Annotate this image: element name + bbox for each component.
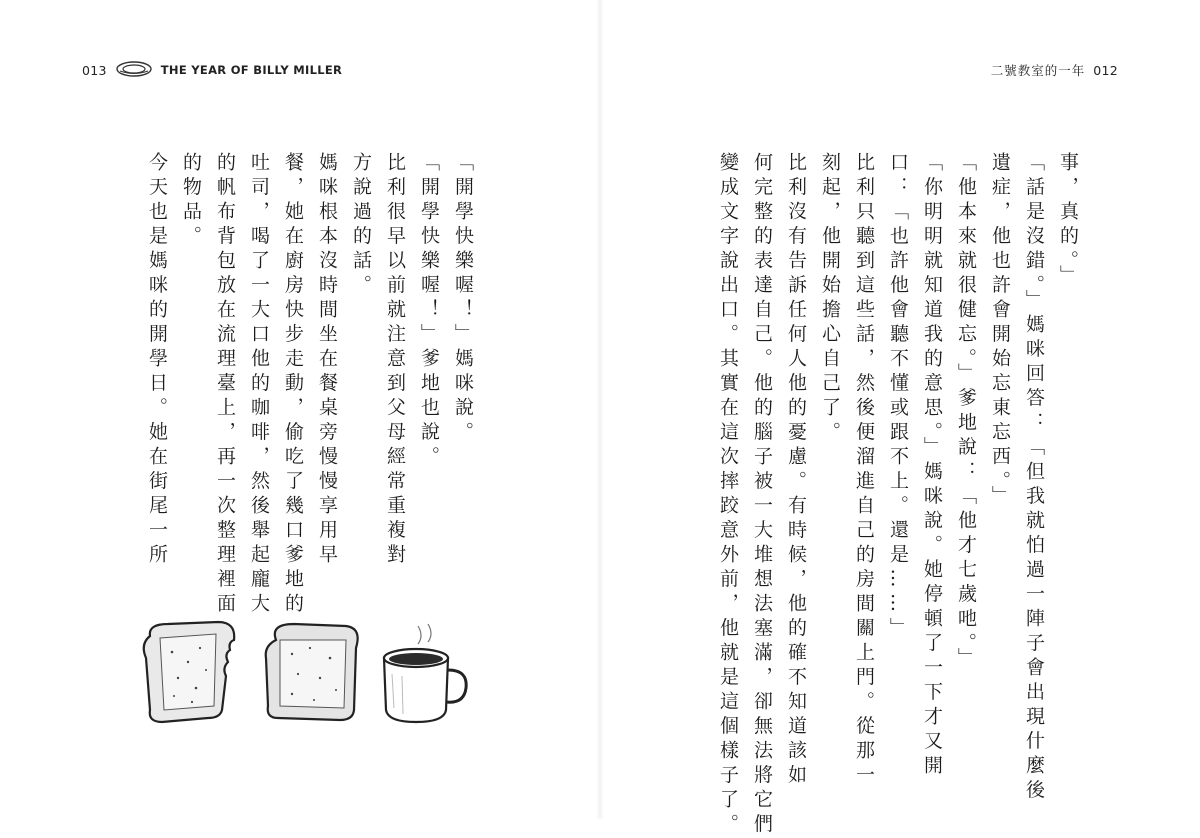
open-book-logo-icon bbox=[115, 60, 153, 81]
chapter-title: 二號教室的一年 bbox=[990, 63, 1086, 78]
left-page bbox=[0, 0, 600, 819]
left-page-header bbox=[82, 60, 342, 80]
left-page-number: 013 bbox=[82, 62, 107, 78]
bitten-toast-icon bbox=[144, 622, 234, 722]
right-page-number: 012 bbox=[1093, 62, 1118, 78]
book-title: THE YEAR OF BILLY MILLER bbox=[160, 63, 343, 77]
right-page-body-text: 事，真的。」 「話是沒錯。」媽咪回答：「但我就怕過一陣子會出現什麼後 遺症，他也許會開始忘東忘西。」 「他本來就很健忘。」爹地說：「他才七歲吔。」 「你明明就知道我的意思。」媽咪說。她停頓了一下才又開 口：「也許他會聽不懂或跟不上。還是……」 比利只聽到這些話，然後便溜進自己的房間關上門。從那一 刻起，他開始擔心自己了。 比利沒有告訴任何人他的憂慮。有時候，他的確不知道該如 何完整的表達自己。他的腦子被一大堆想法塞滿，卻無法將它們 變成文字說出口。其實在這次摔跤意外前，他就是這個樣子了。 bbox=[717, 152, 1079, 838]
toast-slice-icon bbox=[266, 624, 358, 720]
breakfast-illustration bbox=[138, 618, 468, 732]
right-page bbox=[600, 0, 1200, 838]
coffee-mug-icon bbox=[384, 624, 466, 722]
left-page-body-text: 「開學快樂喔！」媽咪說。 「開學快樂喔！」爹地也說。 比利很早以前就注意到父母經常重複對 方說過的話。 媽咪根本沒時間坐在餐桌旁慢慢享用早 餐，她在廚房快步走動，偷吃了幾口爹地的 吐司，喝了一大口他的咖啡，然後舉起龐大 的帆布背包放在流理臺上，再一次整理裡面 的物品。 今天也是媽咪的開學日。她在街尾一所 bbox=[146, 152, 474, 618]
right-page-header bbox=[991, 60, 1118, 80]
